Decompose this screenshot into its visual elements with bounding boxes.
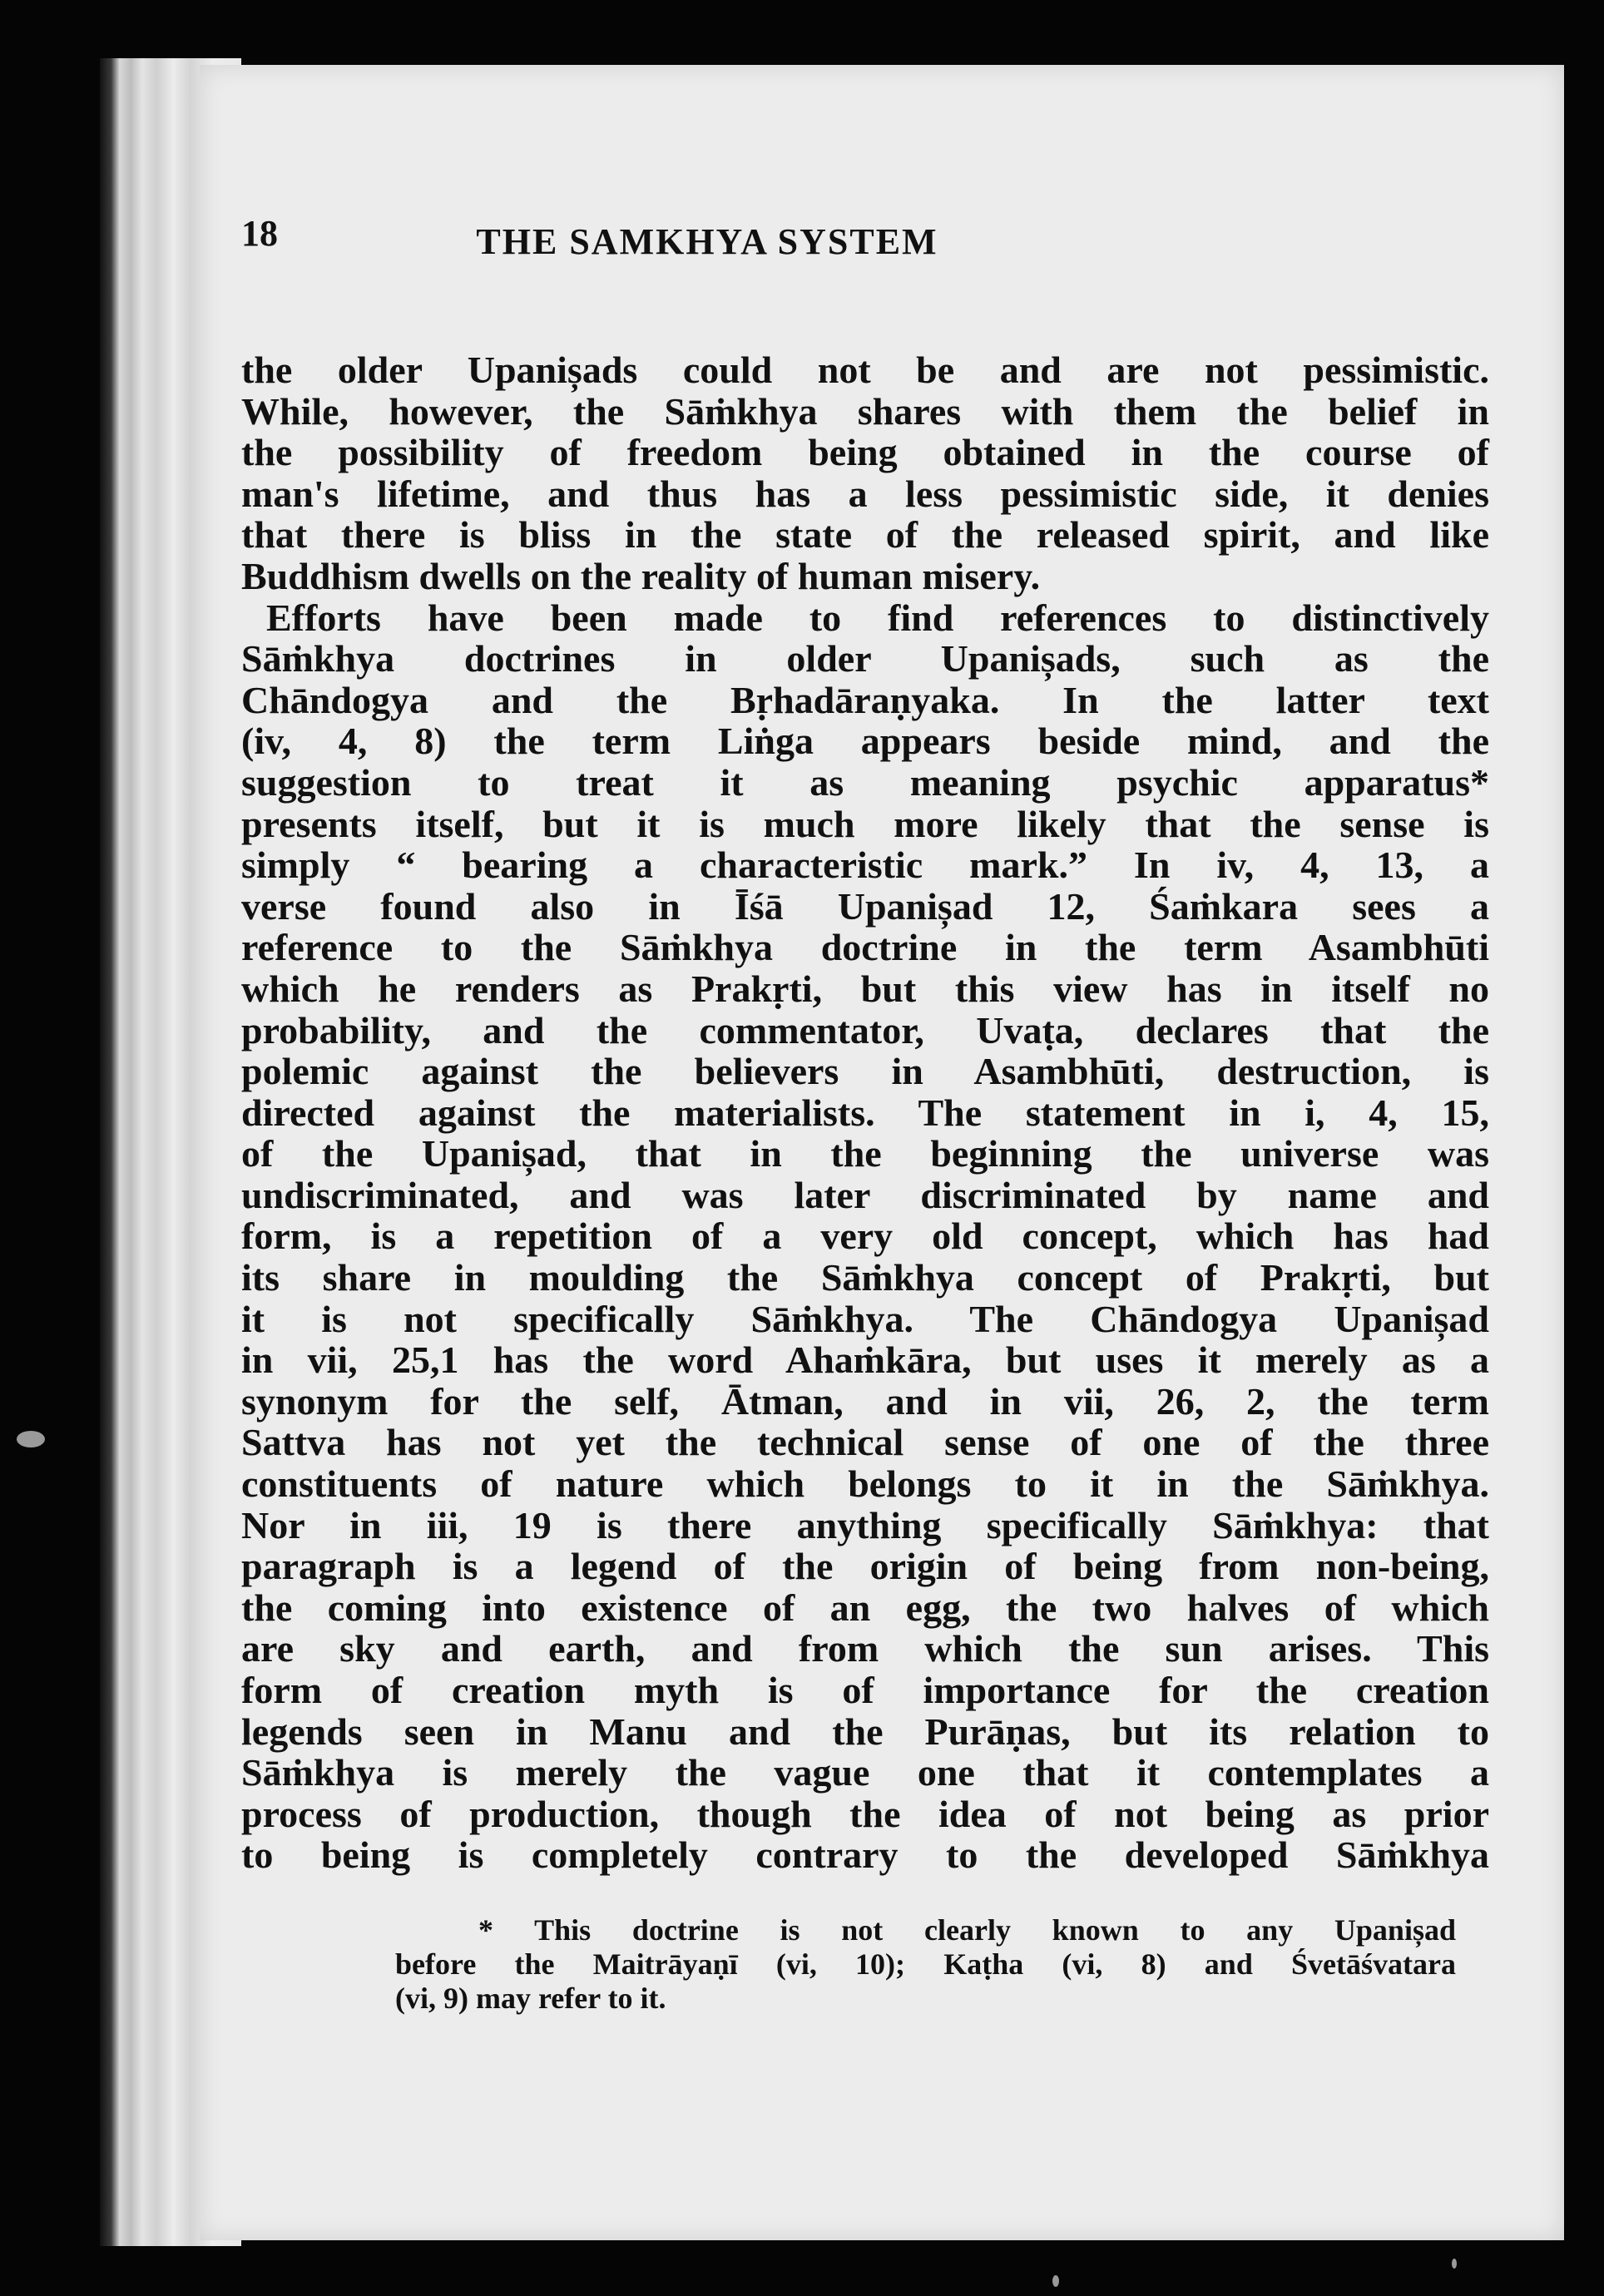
body-line: paragraph is a legend of the origin of being from non-being, [241,1545,1489,1588]
running-head [241,212,1240,262]
body-line: of the Upanișad, that in the beginning the universe was [241,1132,1489,1175]
body-line: Sattva has not yet the technical sense of one of the three [241,1421,1489,1464]
body-line: Buddhism dwells on the reality of human misery. [241,554,1041,597]
body-line: the possibility of freedom being obtained in the course of [241,431,1489,474]
body-line: which he renders as Prakṛti, but this view has in itself no [241,967,1489,1010]
footnote-line: before the Maitrāyaṇī (vi, 10); Kaṭha (vi, 8) and Śvetāśvatara [395,1947,1456,1981]
scan-speck [1052,2275,1059,2287]
body-line: to being is completely contrary to the developed Sāṁkhya [241,1833,1489,1877]
body-line: constituents of nature which belongs to it in the Sāṁkhya. [241,1462,1489,1506]
scan-speck [17,1431,45,1447]
body-line: are sky and earth, and from which the sun arises. This [241,1627,1489,1670]
body-line: suggestion to treat it as meaning psychic apparatus* [241,760,1489,804]
body-line: synonym for the self, Ātman, and in vii, 26, 2, the term [241,1379,1489,1423]
body-line: that there is bliss in the state of the released spirit, and like [241,513,1489,557]
body-text [241,349,1489,1876]
body-line: legends seen in Manu and the Purāṇas, but its relation to [241,1710,1489,1753]
body-line: polemic against the believers in Asambhūti, destruction, is [241,1050,1489,1093]
footnote-line: (vi, 9) may refer to it. [395,1982,666,2015]
body-line: form of creation myth is of importance for the creation [241,1669,1489,1711]
scan-speck [1452,2259,1457,2269]
body-line: Chāndogya and the Bṛhadāraṇyaka. In the latter text [241,678,1489,721]
body-line: reference to the Sāṁkhya doctrine in the term Asambhūti [241,926,1489,969]
body-line: Sāṁkhya is merely the vague one that it contemplates a [241,1751,1489,1794]
body-line: Sāṁkhya doctrines in older Upanișads, such as the [241,637,1489,680]
body-line: in vii, 25,1 has the word Ahaṁkāra, but uses it merely as a [241,1339,1489,1382]
body-line: directed against the materialists. The statement in i, 4, 15, [241,1091,1489,1134]
body-line: undiscriminated, and was later discriminated by name and [241,1173,1489,1216]
footnote-line: * This doctrine is not clearly known to any Upanișad [478,1913,1456,1947]
body-line: While, however, the Sāṁkhya shares with them the belief in [241,389,1489,433]
running-title: THE SAMKHYA SYSTEM [476,221,938,262]
body-line: Efforts have been made to find references to distinctively [266,596,1489,639]
body-line: (iv, 4, 8) the term Liṅga appears beside mind, and the [241,720,1489,763]
body-line: process of production, though the idea of not being as prior [241,1792,1489,1835]
body-line: probability, and the commentator, Uvaṭa, declares that the [241,1008,1489,1052]
page-number: 18 [241,213,278,254]
body-line: the coming into existence of an egg, the two halves of which [241,1586,1489,1629]
body-line: the older Upanișads could not be and are not pessimistic. [241,349,1489,391]
body-line: form, is a repetition of a very old concept, which has had [241,1215,1489,1258]
body-line: it is not specifically Sāṁkhya. The Chāndogya Upanișad [241,1297,1489,1340]
body-line: simply “ bearing a characteristic mark.” In iv, 4, 13, a [241,844,1489,887]
body-line: presents itself, but it is much more likely that the sense is [241,802,1489,845]
body-line: man's lifetime, and thus has a less pessimistic side, it denies [241,472,1489,515]
body-line: verse found also in Īśā Upanișad 12, Śaṁkara sees a [241,884,1489,928]
body-line: its share in moulding the Sāṁkhya concept of Prakṛti, but [241,1256,1489,1299]
body-line: Nor in iii, 19 is there anything specifically Sāṁkhya: that [241,1503,1489,1546]
footnote [395,1913,1456,2016]
